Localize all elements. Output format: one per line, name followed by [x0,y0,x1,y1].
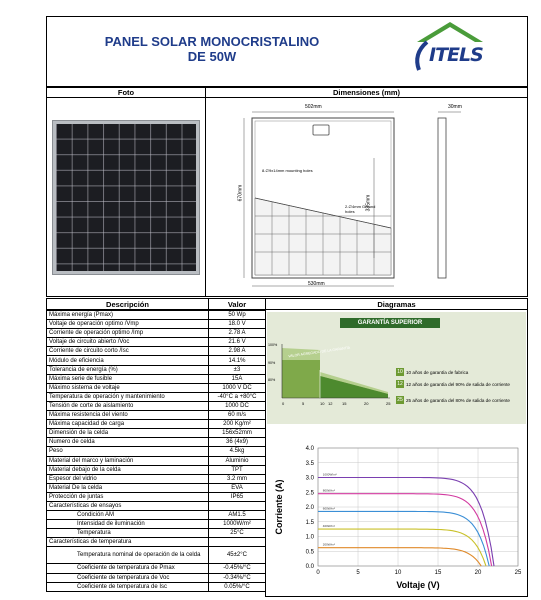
spec-value [209,501,266,510]
spec-row [47,564,266,573]
series-label: 800W/m² [322,488,335,493]
warranty-item [396,368,526,376]
spec-row [47,456,266,465]
spec-row [47,538,266,547]
spec-label: Máximo sistema de voltaje [47,383,209,392]
spec-value: 200 Kg/m² [209,420,266,429]
warranty-title: GARANTÍA SUPERIOR [340,318,440,328]
spec-row [47,547,266,564]
spec-row [47,383,266,392]
spec-value: AM1.5 [209,511,266,520]
spec-row [47,582,266,591]
spec-label: Intensidad de iluminación [47,520,209,529]
dim-ground-holes: 2-∅4mm Ground holes [345,204,376,214]
x-tick-label: 10 [394,570,402,576]
y-tick-label: 0.0 [305,564,314,570]
spec-label: Material De la celda [47,483,209,492]
spec-row [47,520,266,529]
warranty-x-tick: 20 [364,401,369,406]
description-header: Descripción [106,300,149,309]
spec-value: 60 m/s [209,411,266,420]
warranty-x-tick: 0 [282,401,285,406]
spec-label: Corriente de operación optimo /Imp [47,329,209,338]
spec-label: Numero de celda [47,438,209,447]
y-tick-label: 1.5 [305,519,314,526]
spec-row [47,320,266,329]
y-tick-label: 3.0 [305,475,314,482]
spec-value: 18.0 V [209,320,266,329]
warranty-item-text: 10 años de garantía de fabrica [406,369,469,375]
spec-value: IP65 [209,492,266,501]
warranty-item [396,380,526,388]
spec-label: Coeficiente de temperatura de Isc [47,582,209,591]
spec-label: Corriente de circuito corto /Isc [47,347,209,356]
spec-value: TPT [209,465,266,474]
y-tick-label: 4.0 [305,446,314,452]
spec-value: -40°C a +80°C [209,392,266,401]
warranty-x-tick: 10 [320,401,325,406]
spec-value [209,538,266,547]
spec-value: Aluminio [209,456,266,465]
spec-label: Dimensión de la celda [47,429,209,438]
warranty-y-tick: 80% [268,378,276,382]
y-tick-label: 2.0 [305,505,314,511]
series-label: 600W/m² [322,506,335,511]
spec-label: Voltaje de operación optimo /Vmp [47,320,209,329]
spec-row [47,465,266,474]
spec-value: 156x52mm [209,429,266,438]
spec-label: Material del marco y laminación [47,456,209,465]
warranty-item-text: 12 años de garantía del 90% de salida de corriente [406,381,510,387]
x-tick-label: 20 [474,570,482,576]
spec-row [47,483,266,492]
warranty-x-tick: 15 [342,401,347,406]
itels-logo [405,20,495,82]
spec-label: Características de temperatura [47,538,209,547]
spec-value: 3.2 mm [209,474,266,483]
spec-value: 1000 V DC [209,383,266,392]
spec-value: 2.98 A [209,347,266,356]
spec-label: Temperatura nominal de operación de la celda [47,547,209,564]
spec-row [47,438,266,447]
spec-label: Protección de juntas [47,492,209,501]
iv-curve-chart [268,438,526,590]
spec-value: 4.5kg [209,447,266,456]
spec-row [47,420,266,429]
spec-row [47,365,266,374]
warranty-curve-label: VALOR AGREGADO DE LA GARANTÍA [288,345,351,359]
spec-row [47,492,266,501]
spec-row [47,329,266,338]
spec-label: Coeficiente de temperatura de Voc [47,573,209,582]
spec-value: 2.78 A [209,329,266,338]
spec-value: 0.05%/°C [209,582,266,591]
spec-row [47,401,266,410]
x-tick-label: 25 [514,570,522,576]
y-tick-label: 1.0 [305,534,314,541]
spec-label: Peso [47,447,209,456]
title-line-1: PANEL SOLAR MONOCRISTALINO [104,34,320,49]
spec-label: Espesor del vidrio [47,474,209,483]
spec-value: ±3 [209,365,266,374]
spec-row [47,392,266,401]
dim-width-bottom: 530mm [308,281,325,287]
spec-value: 50 Wp [209,311,266,320]
spec-label: Tensión de corte de aislamiento [47,401,209,410]
spec-label: Módulo de eficiencia [47,356,209,365]
x-axis-label: Voltaje (V) [396,580,440,590]
spec-label: Características de ensayos [47,501,209,510]
warranty-y-tick: 90% [268,361,276,365]
diagrams-header: Diagramas [377,300,416,309]
x-tick-label: 5 [356,570,360,576]
logo-text: ITELS [429,44,483,66]
spec-value: -0.45%/°C [209,564,266,573]
spec-row [47,411,266,420]
y-tick-label: 0.5 [305,549,314,556]
spec-row [47,511,266,520]
y-tick-label: 2.5 [305,490,314,497]
warranty-years-badge: 25 [397,397,403,403]
spec-row [47,338,266,347]
spec-value: 14.1% [209,356,266,365]
spec-row [47,474,266,483]
spec-row [47,429,266,438]
spec-label: Temperatura de operación y mantenimiento [47,392,209,401]
spec-row [47,529,266,538]
warranty-item [396,396,526,404]
spec-row [47,501,266,510]
x-tick-label: 0 [316,570,320,576]
spec-value: EVA [209,483,266,492]
warranty-x-tick: 12 [328,401,333,406]
dim-width-top: 502mm [305,104,322,110]
dimensions-header: Dimensiones (mm) [332,88,401,97]
series-line [318,548,481,566]
spec-row [47,573,266,582]
spec-label: Material debajo de la celda [47,465,209,474]
spec-value: 1000W/m² [209,520,266,529]
warranty-x-tick: 5 [302,401,305,406]
solar-panel-photo [52,120,200,275]
spec-value: 45±2°C [209,547,266,564]
spec-row [47,374,266,383]
spec-row [47,447,266,456]
spec-label: Máxima energía (Pmax) [47,311,209,320]
spec-value: 36 (4x9) [209,438,266,447]
spec-label: Voltaje de circuito abierto /Voc [47,338,209,347]
series-line [318,494,492,566]
spec-label: Condición AM [47,511,209,520]
spec-value: 1000 DC [209,401,266,410]
dim-height: 670mm [237,184,244,202]
photo-header: Foto [117,88,135,97]
warranty-years-badge: 12 [397,381,403,387]
spec-label: Máxima serie de fusible [47,374,209,383]
y-tick-label: 3.5 [305,460,314,467]
x-tick-label: 15 [434,570,442,576]
dim-mounting-holes: 8-∅9x14mm mounting holes [262,168,313,173]
series-line [318,511,489,566]
spec-row [47,356,266,365]
spec-label: Máxima resistencia del viento [47,411,209,420]
spec-value: -0.34%/°C [209,573,266,582]
spec-label: Coeficiente de temperatura de Pmax [47,564,209,573]
dim-inner-height: 335mm [365,194,372,212]
spec-label: Temperatura [47,529,209,538]
spec-value: 21.6 V [209,338,266,347]
warranty-years-badge: 10 [397,369,403,375]
spec-value: 15A [209,374,266,383]
series-label: 200W/m² [322,542,335,547]
dim-depth: 30mm [448,104,462,110]
value-header: Valor [227,300,247,309]
spec-row [47,311,266,320]
spec-row [47,347,266,356]
spec-value: 25°C [209,529,266,538]
warranty-x-tick: 25 [386,401,391,406]
page-title [52,34,372,64]
title-line-2: DE 50W [187,49,237,64]
spec-label: Tolerancia de energía (%) [47,365,209,374]
warranty-y-tick: 100% [268,343,278,347]
spec-label: Máxima capacidad de carga [47,420,209,429]
warranty-item-text: 25 años de garantía del 80% de salida de corriente [406,397,510,403]
spec-table [46,310,266,592]
y-axis-label: Corriente (A) [274,479,284,535]
series-label: 400W/m² [322,524,335,529]
series-label: 1000W/m² [322,472,337,477]
